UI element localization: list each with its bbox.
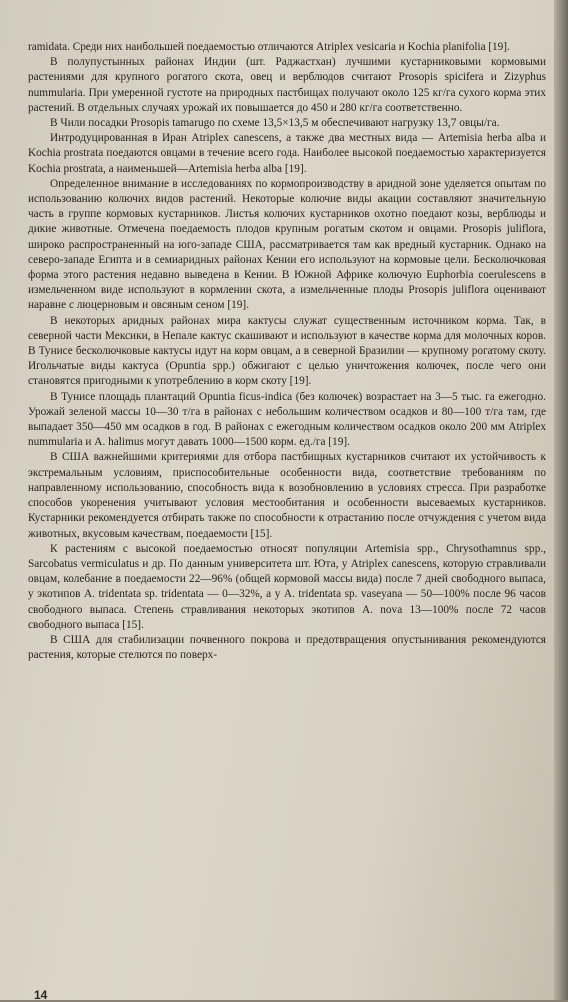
book-page (28, 40, 546, 1002)
page-number: 14 (34, 988, 48, 1002)
paragraph-india: В полупустынных районах Индии (шт. Раджастхан) лучшими кустарниковыми кормовыми растениями для крупного рогатого скота, овец и верблюдов считают Prosopis spicifera и Zizyphus nummularia. При умеренной густоте на природных пастбищах получают около 125 кг/га сухого корма этих растений. В отдельных случаях урожай их повышается до 450 и 280 кг/га соответственно. (28, 56, 546, 114)
paragraph-usa-criteria: В США важнейшими критериями для отбора пастбищных кустарников считают их устойчивость к экстремальным условиям, приспособительные особенности вида, соответствие требованиям по направленному использованию, способность вида к возобновлению в условиях стресса. При разработке способов укоренения учитывают условия местообитания и особенности высеваемых кустарников. Кустарники рекомендуется отбирать также по способности к отрастанию после отчуждения с учетом вида животных, вкусовым качествам, поедаемости [15]. (28, 451, 546, 540)
paragraph-chile: В Чили посадки Prosopis tamarugo по схеме 13,5×13,5 м обеспечивают нагрузку 13,7 овцы/га. (50, 117, 500, 130)
paragraph-thorny-species: Определенное внимание в исследованиях по кормопроизводству в аридной зоне уделяется опытам по использованию колючих видов растений. Некоторые колючие виды акации составляют значительную часть в группе кормовых кустарников. Листья колючих кустарников охотно поедают козы, верблюды и дикие животные. Отмечена поедаемость плодов крупным рогатым скотом и овцами. Prosopis juliflora, широко распространенный на юго-западе США, рассматривается там как вредный кустарник. Однако на северо-западе Египта и в семиаридных районах Кении его используют на кормовые цели. Бесколючковая форма этого растения недавно выведена в Кении. В Южной Африке колючую Euphorbia coerulescens в измельченном виде используют в кормлении скота, а измельченные плоды Prosopis juliflora оценивают наравне с люцерновым и овсяным сеном [19]. (28, 177, 546, 312)
paragraph-palatability: К растениям с высокой поедаемостью относят популяции Artemisia spp., Chrysothamnus spp., Sarcobatus vermiculatus и др. По данным университета шт. Юта, у Atriplex canescens, которую стравливали овцам, колебание в поедаемости 22—96% (общей кормовой массы вида) после 7 дней свободного выпаса, у экотипов A. tridentata sp. tridentata — 0—32%, а у A. tridentata sp. vaseyana — 50—100% после 96 часов свободного выпаса. Степень стравливания некоторых экотипов A. nova 13—100% после 72 часов свободного выпаса [15]. (28, 542, 546, 631)
paragraph-iran: Интродуцированная в Иран Atriplex canescens, а также два местных вида — Artemisia herba alba и Kochia prostrata поедаются овцами в течение всего года. Наиболее высокой поедаемостью характеризуется Kochia prostrata, а наименьшей—Artemisia herba alba [19]. (28, 132, 546, 175)
paragraph-usa-stabilization: В США для стабилизации почвенного покрова и предотвращения опустынивания рекомендуются растения, которые стелются по поверх- (28, 633, 546, 662)
page-edge-shadow (554, 0, 568, 1000)
paragraph-cacti: В некоторых аридных районах мира кактусы служат существенным источником корма. Так, в северной части Мексики, в Непале кактус скашивают и используют в качестве корма для молочных коров. В Тунисе бесколючковые кактусы идут на корм овцам, а в северной Бразилии — крупному рогатому скоту. Игольчатые виды кактуса (Opuntia spp.) обжигают с целью уничтожения колючек, после чего они становятся пригодными к употреблению в корм скоту [19]. (28, 314, 546, 388)
paragraph-tunisia: В Тунисе площадь плантаций Opuntia ficus-indica (без колючек) возрастает на 3—5 тыс. га ежегодно. Урожай зеленой массы 10—30 т/га в районах с небольшим количеством осадков и 80—100 т/га там, где выпадает 350—450 мм осадков в год. В районах с ежегодным количеством осадков около 200 мм Atriplex nummularia и A. halimus могут давать 1000—1500 корм. ед./га [19]. (28, 390, 546, 449)
paragraph-continuation: ramidata. Среди них наибольшей поедаемостью отличаются Atriplex vesicaria и Kochia planifolia [19]. (28, 41, 510, 53)
